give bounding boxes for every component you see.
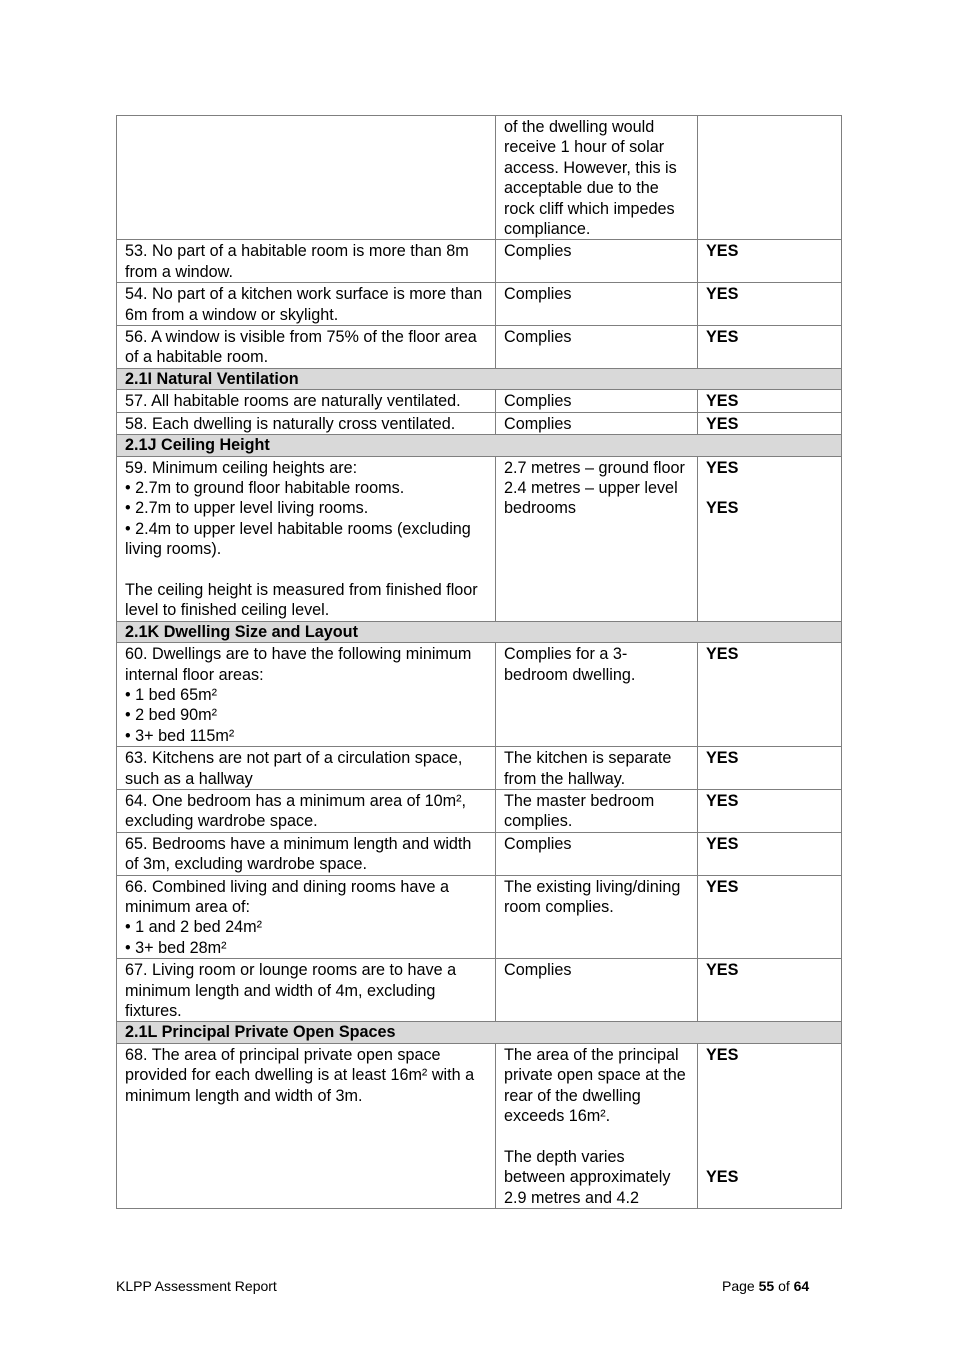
result-cell: YES — [698, 875, 842, 959]
assessment-cell: The master bedroom complies. — [496, 790, 698, 833]
requirement-cell: 67. Living room or lounge rooms are to have a minimum length and width of 4m, excluding fixtures. — [117, 959, 496, 1022]
result-cell: YES — [698, 326, 842, 369]
requirement-cell: 53. No part of a habitable room is more than 8m from a window. — [117, 240, 496, 283]
result-cell: YES — [698, 240, 842, 283]
requirement-cell: 63. Kitchens are not part of a circulation space, such as a hallway — [117, 747, 496, 790]
table-row — [117, 390, 842, 412]
section-heading: 2.1I Natural Ventilation — [117, 368, 842, 389]
requirement-cell: 54. No part of a kitchen work surface is more than 6m from a window or skylight. — [117, 283, 496, 326]
result-cell: YES — [698, 643, 842, 747]
section-heading-row — [117, 435, 842, 456]
result-cell: YES — [698, 412, 842, 434]
requirement-cell: 59. Minimum ceiling heights are: • 2.7m to ground floor habitable rooms. • 2.7m to upper level living rooms. • 2.4m to upper level habitable rooms (excluding living rooms). The ceiling height is measured from finished floor level to finished ceiling level. — [117, 456, 496, 621]
section-heading-row — [117, 1022, 842, 1043]
assessment-cell: Complies — [496, 390, 698, 412]
table-row — [117, 283, 842, 326]
assessment-cell: Complies — [496, 412, 698, 434]
assessment-cell: Complies — [496, 959, 698, 1022]
section-heading: 2.1K Dwelling Size and Layout — [117, 621, 842, 642]
result-cell: YES — [698, 747, 842, 790]
assessment-cell: Complies — [496, 283, 698, 326]
table-row — [117, 790, 842, 833]
requirement-cell — [117, 116, 496, 240]
requirement-cell: 56. A window is visible from 75% of the floor area of a habitable room. — [117, 326, 496, 369]
result-cell: YES — [698, 832, 842, 875]
assessment-cell: The kitchen is separate from the hallway. — [496, 747, 698, 790]
page-of: of — [778, 1278, 790, 1294]
result-cell: YES YES — [698, 456, 842, 621]
table-row — [117, 116, 842, 240]
section-heading: 2.1L Principal Private Open Spaces — [117, 1022, 842, 1043]
current-page: 55 — [758, 1278, 775, 1294]
result-cell — [698, 116, 842, 240]
result-cell: YES — [698, 390, 842, 412]
assessment-cell: The area of the principal private open space at the rear of the dwelling exceeds 16m². The depth varies between approximately 2.9 metres and 4.2 — [496, 1043, 698, 1208]
table-row — [117, 412, 842, 434]
table-row — [117, 643, 842, 747]
page-prefix: Page — [722, 1278, 755, 1294]
assessment-cell: Complies — [496, 832, 698, 875]
requirement-cell: 58. Each dwelling is naturally cross ventilated. — [117, 412, 496, 434]
table-row — [117, 832, 842, 875]
footer-report-title: KLPP Assessment Report — [116, 1278, 277, 1294]
assessment-cell: Complies — [496, 326, 698, 369]
assessment-cell: 2.7 metres – ground floor 2.4 metres – upper level bedrooms — [496, 456, 698, 621]
assessment-table-body — [117, 116, 842, 1209]
table-row — [117, 1043, 842, 1208]
requirement-cell: 57. All habitable rooms are naturally ventilated. — [117, 390, 496, 412]
assessment-cell: Complies — [496, 240, 698, 283]
section-heading: 2.1J Ceiling Height — [117, 435, 842, 456]
table-row — [117, 875, 842, 959]
assessment-table — [116, 115, 842, 1209]
table-row — [117, 456, 842, 621]
requirement-cell: 66. Combined living and dining rooms have a minimum area of: • 1 and 2 bed 24m² • 3+ bed 28m² — [117, 875, 496, 959]
result-cell: YES — [698, 790, 842, 833]
table-row — [117, 240, 842, 283]
requirement-cell: 65. Bedrooms have a minimum length and width of 3m, excluding wardrobe space. — [117, 832, 496, 875]
table-row — [117, 326, 842, 369]
result-cell: YES — [698, 283, 842, 326]
assessment-cell: of the dwelling would receive 1 hour of solar access. However, this is acceptable due to the rock cliff which impedes compliance. — [496, 116, 698, 240]
section-heading-row — [117, 621, 842, 642]
table-row — [117, 747, 842, 790]
footer-page-number — [722, 1277, 809, 1295]
requirement-cell: 60. Dwellings are to have the following minimum internal floor areas: • 1 bed 65m² • 2 bed 90m² • 3+ bed 115m² — [117, 643, 496, 747]
assessment-cell: The existing living/dining room complies. — [496, 875, 698, 959]
requirement-cell: 68. The area of principal private open space provided for each dwelling is at least 16m² with a minimum length and width of 3m. — [117, 1043, 496, 1208]
assessment-cell: Complies for a 3-bedroom dwelling. — [496, 643, 698, 747]
result-cell: YES YES — [698, 1043, 842, 1208]
section-heading-row — [117, 368, 842, 389]
total-pages: 64 — [793, 1278, 810, 1294]
result-cell: YES — [698, 959, 842, 1022]
table-row — [117, 959, 842, 1022]
requirement-cell: 64. One bedroom has a minimum area of 10m², excluding wardrobe space. — [117, 790, 496, 833]
